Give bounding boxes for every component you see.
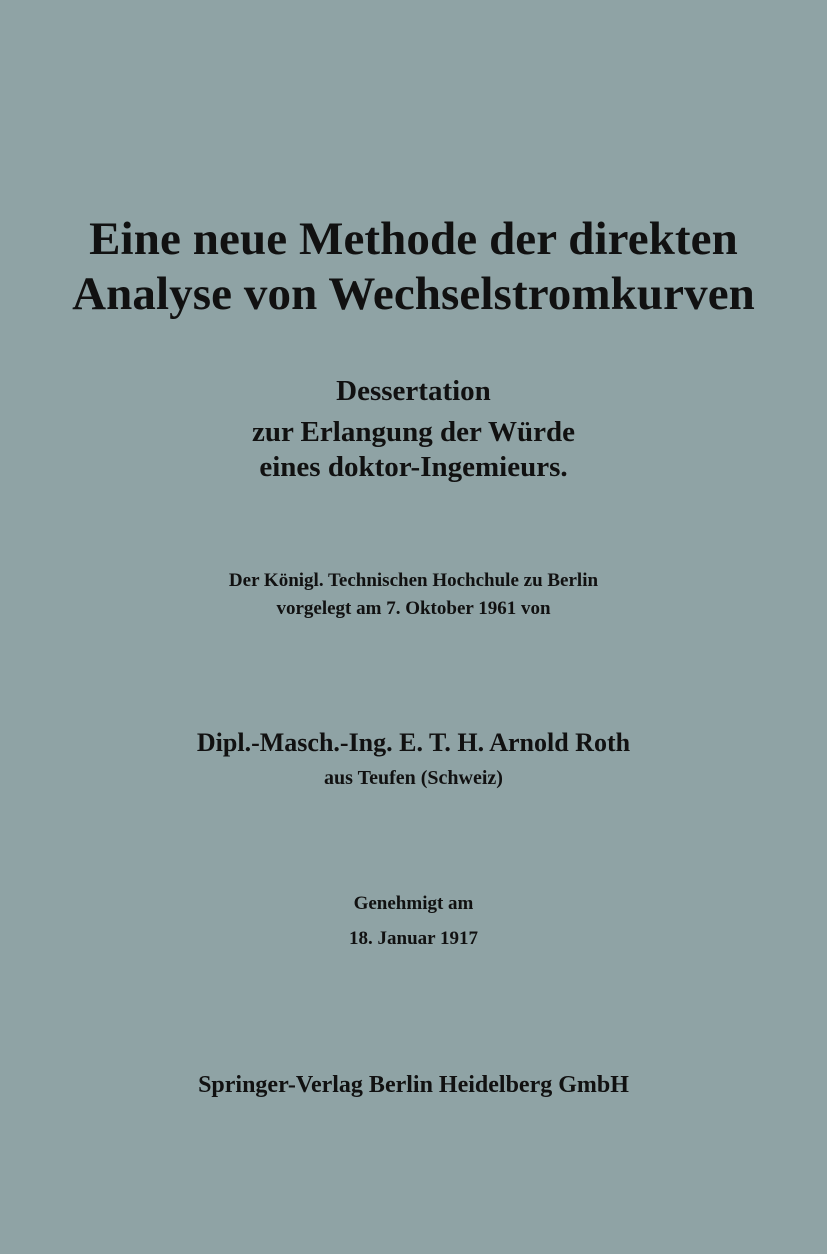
approval-date: 18. Januar 1917 xyxy=(349,928,478,949)
approval-label: Genehmigt am xyxy=(353,893,474,914)
submission-date-line: vorgelegt am 7. Oktober 1961 von xyxy=(276,598,551,619)
dissertation-degree: eines doktor-Ingemieurs. xyxy=(259,451,568,483)
main-title-line-2: Analyse von Wechselstromkurven xyxy=(72,268,755,320)
institution-line: Der Königl. Technischen Hochchule zu Berlin xyxy=(228,570,599,591)
author-name: Dipl.-Masch.-Ing. E. T. H. Arnold Roth xyxy=(196,728,631,757)
publisher-imprint: Springer-Verlag Berlin Heidelberg GmbH xyxy=(198,1072,629,1098)
dissertation-heading: Dessertation xyxy=(336,375,491,407)
dissertation-purpose: zur Erlangung der Würde xyxy=(251,416,576,448)
author-origin: aus Teufen (Schweiz) xyxy=(324,767,503,789)
main-title-line-1: Eine neue Methode der direkten xyxy=(89,213,738,265)
